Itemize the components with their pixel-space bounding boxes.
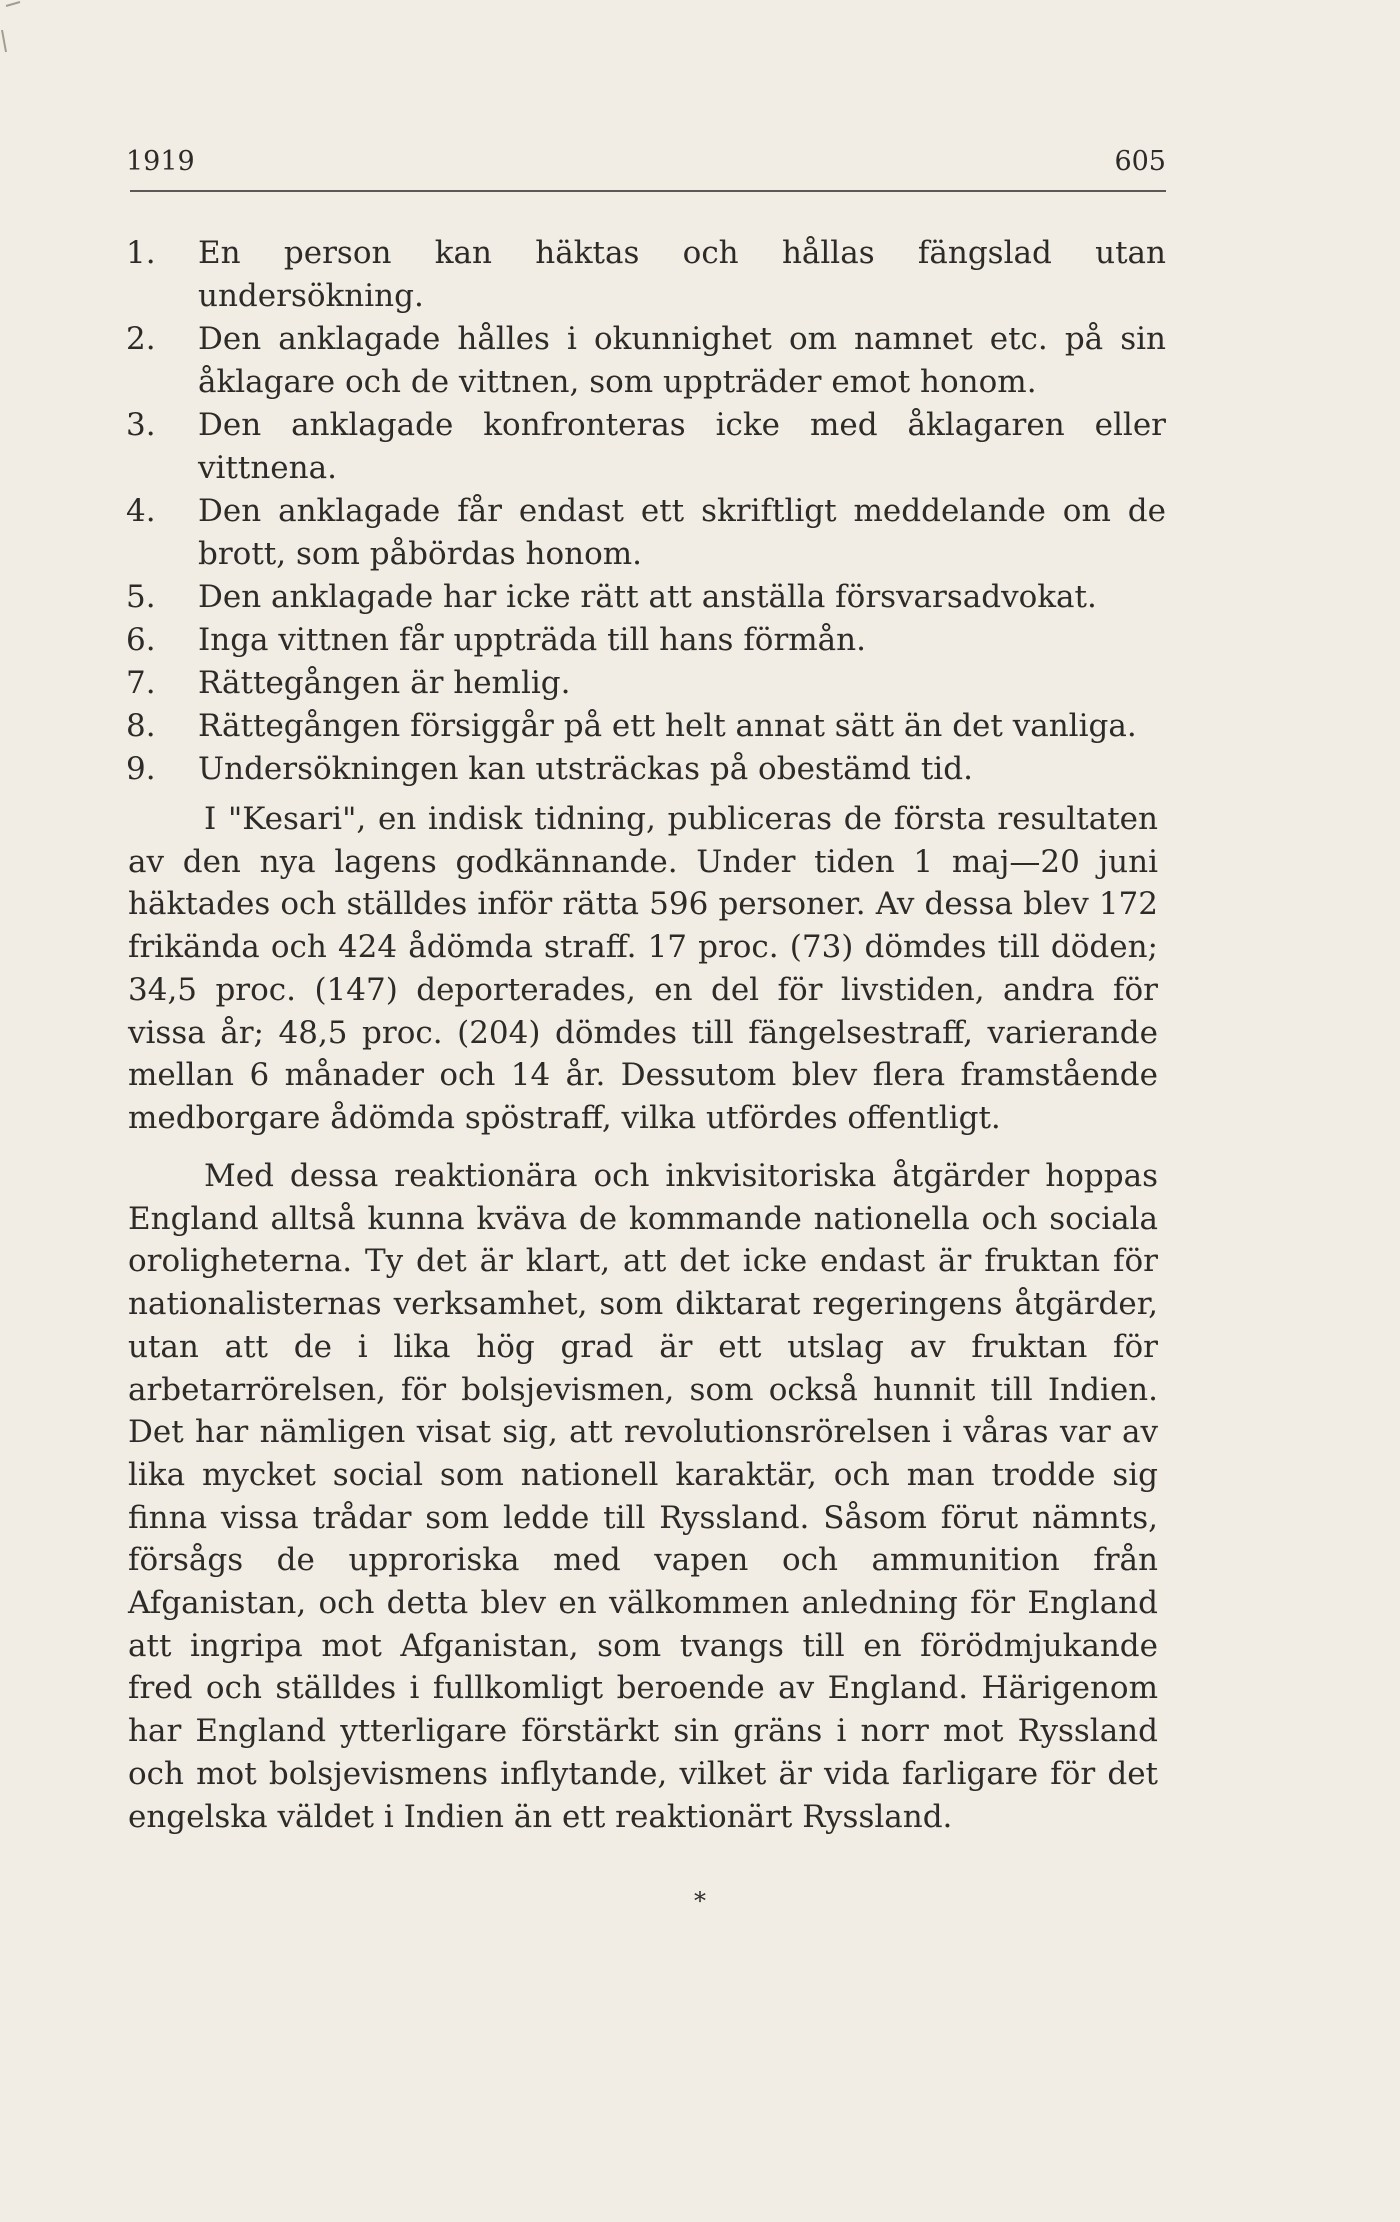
list-item (126, 490, 1166, 576)
list-item (126, 576, 1166, 619)
list-item-text: En person kan häktas och hållas fängslad utan undersökning. (198, 235, 1166, 314)
pencil-mark (0, 0, 40, 60)
list-item-number: 3. (126, 407, 156, 443)
header-year: 1919 (126, 146, 195, 177)
list-item-number: 7. (126, 665, 156, 701)
list-item (126, 705, 1166, 748)
list-item-text: Den anklagade har icke rätt att anställa försvarsadvokat. (198, 579, 1097, 615)
list-item-text: Den anklagade konfronteras icke med åklagaren eller vittnena. (198, 407, 1166, 486)
numbered-list (126, 232, 1166, 791)
list-item (126, 404, 1166, 490)
page-number: 605 (1114, 146, 1166, 177)
list-item (126, 619, 1166, 662)
list-item (126, 318, 1166, 404)
list-item-text: Rättegången är hemlig. (198, 665, 571, 701)
list-item-number: 6. (126, 622, 156, 658)
paragraph-analysis: Med dessa reaktionära och inkvisitoriska åtgärder hoppas England alltså kunna kväva de kommande nationella och sociala oroligheterna. Ty det är klart, att det icke endast är fruktan för nationalisternas verksamhet, som diktarat regeringens åtgärder, utan att de i lika hög grad är ett utslag av fruktan för arbetarrörelsen, för bolsjevismen, som också hunnit till Indien. Det har nämligen visat sig, att revolutionsrörelsen i våras var av lika mycket social som nationell karaktär, och man trodde sig finna vissa trådar som ledde till Ryssland. Såsom förut nämnts, försågs de upproriska med vapen och ammunition från Afganistan, och detta blev en välkommen anledning för England att ingripa mot Afganistan, som tvangs till en förödmjukande fred och ställdes i fullkomligt beroende av England. Härigenom har England ytterligare förstärkt sin gräns i norr mot Ryssland och mot bolsjevismens inflytande, vilket är vida farligare för det engelska väldet i Indien än ett reaktionärt Ryssland. (128, 1158, 1158, 1835)
list-item (126, 748, 1166, 791)
list-item-number: 2. (126, 321, 156, 357)
list-item-number: 9. (126, 751, 156, 787)
header-rule (130, 190, 1166, 192)
list-item-text: Den anklagade får endast ett skriftligt meddelande om de brott, som påbördas honom. (198, 493, 1166, 572)
list-item (126, 662, 1166, 705)
list-item-text: Rättegången försiggår på ett helt annat sätt än det vanliga. (198, 708, 1137, 744)
list-item-text: Undersökningen kan utsträckas på obestämd tid. (198, 751, 973, 787)
section-separator: * (694, 1887, 706, 1915)
paragraph-statistics: I "Kesari", en indisk tidning, publiceras de första resultaten av den nya lagens godkännande. Under tiden 1 maj—20 juni häktades och ställdes inför rätta 596 personer. Av dessa blev 172 frikända och 424 ådömda straff. 17 proc. (73) dömdes till döden; 34,5 proc. (147) deporterades, en del för livstiden, andra för vissa år; 48,5 proc. (204) dömdes till fängelsestraff, varierande mellan 6 månader och 14 år. Dessutom blev flera framstående medborgare ådömda spöstraff, vilka utfördes offentligt. (128, 801, 1158, 1136)
list-item-number: 8. (126, 708, 156, 744)
list-item-number: 1. (126, 235, 156, 271)
list-item-number: 5. (126, 579, 156, 615)
page-header (126, 138, 1166, 178)
list-item (126, 232, 1166, 318)
list-item-text: Den anklagade hålles i okunnighet om namnet etc. på sin åklagare och de vittnen, som uppträder emot honom. (198, 321, 1166, 400)
list-item-text: Inga vittnen får uppträda till hans förmån. (198, 622, 866, 658)
list-item-number: 4. (126, 493, 156, 529)
